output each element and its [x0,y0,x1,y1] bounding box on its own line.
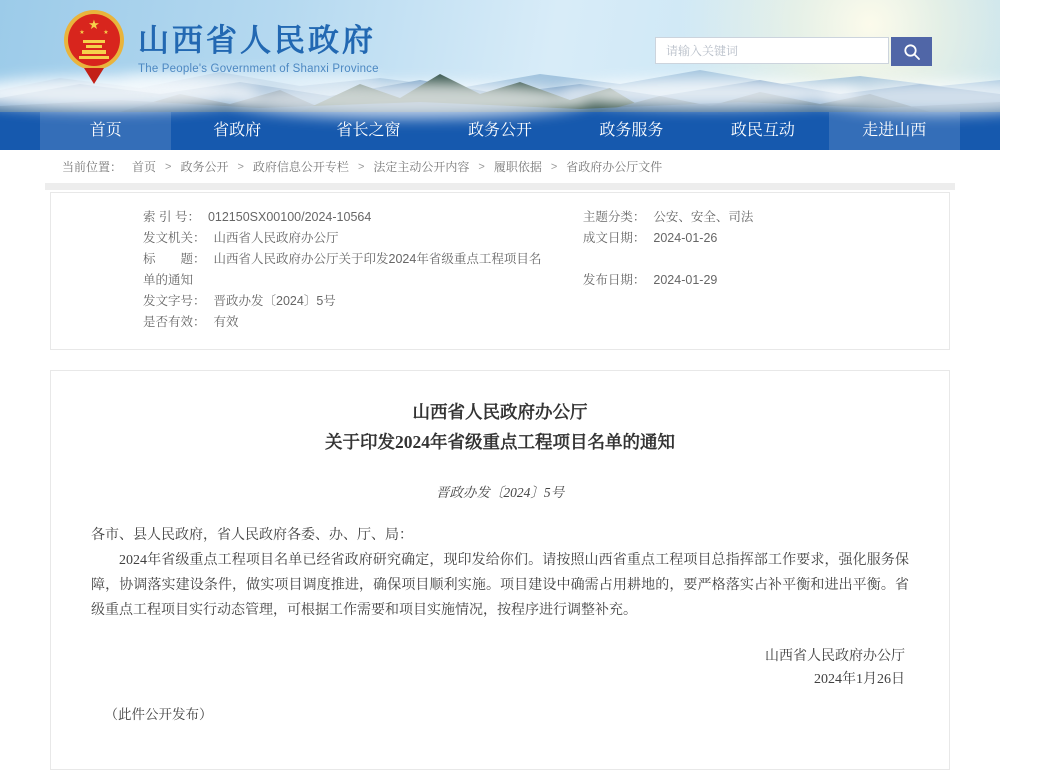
cloud-mist [560,78,860,108]
site-subtitle: The People's Government of Shanxi Province [138,63,379,75]
nav-item-interaction[interactable]: 政民互动 [730,122,795,139]
document-title-line2: 关于印发2024年省级重点工程项目名单的通知 [325,432,675,452]
breadcrumb-separator: > [237,160,244,173]
national-emblem-icon [62,8,126,84]
document-metadata [50,192,950,350]
breadcrumb-item-disclosure[interactable]: 政务公开 [180,160,229,174]
document-title-line1: 山西省人民政府办公厅 [412,402,588,422]
document-reference-number: 晋政办发〔2024〕5号 [435,485,565,500]
meta-title: 标 题： 山西省人民政府办公厅关于印发2024年省级重点工程项目名单的通知 [143,252,542,287]
nav-item-gov-disclosure[interactable]: 政务公开 [467,122,532,139]
meta-spacer [583,249,949,270]
meta-document-number: 发文字号： 晋政办发〔2024〕5号 [143,294,336,308]
breadcrumb-separator: > [478,160,485,173]
nav-item-governor-window[interactable]: 省长之窗 [336,122,401,139]
search-button[interactable] [891,37,932,66]
breadcrumb-item-info-column[interactable]: 政府信息公开专栏 [252,160,349,174]
search-input[interactable] [655,37,889,64]
document-paragraph: 2024年省级重点工程项目名单已经省政府研究确定，现印发给你们。请按照山西省重点工程项目总指挥部工作要求，强化服务保障，协调落实建设条件，做实项目调度推进，确保项目顺利实施。项目建设中确需占用耕地的，要严格落实占补平衡和进出平衡。省级重点工程项目实行动态管理，可根据工作需要和项目实施情况，按程序进行调整补充。 [91,553,909,618]
site-title: 山西省人民政府 [138,23,376,58]
main-nav [0,112,1000,150]
search-bar [655,37,932,66]
meta-index-number: 索 引 号： 012150SX00100/2024-10564 [143,210,372,224]
nav-item-discover-shanxi[interactable]: 走进山西 [829,112,960,150]
breadcrumb-separator: > [550,160,558,173]
meta-publish-date: 发布日期： 2024-01-29 [582,273,718,287]
svg-text:★: ★ [79,30,85,36]
breadcrumb-item-office-documents[interactable]: 省政府办公厅文件 [566,160,663,174]
search-icon [903,43,921,61]
document-signature: 山西省人民政府办公厅 [765,649,905,664]
document-content [50,370,950,770]
nav-item-provincial-government[interactable]: 省政府 [213,122,262,139]
document-salutation: 各市、县人民政府，省人民政府各委、办、厅、局： [91,528,413,543]
meta-issuing-agency: 发文机关： 山西省人民政府办公厅 [143,231,339,245]
breadcrumb-separator: > [165,160,172,173]
breadcrumb-item-statutory-content[interactable]: 法定主动公开内容 [373,160,470,174]
breadcrumb-item-home[interactable]: 首页 [132,160,157,174]
meta-validity: 是否有效： 有效 [143,315,239,329]
svg-text:★: ★ [88,17,100,32]
breadcrumb-label: 当前位置： [62,160,123,174]
document-date: 2024年1月26日 [814,672,905,687]
nav-item-home[interactable]: 首页 [40,112,171,150]
site-logo-link[interactable] [62,8,379,84]
breadcrumb-separator: > [357,160,365,173]
breadcrumb [0,150,1000,183]
svg-text:★: ★ [103,30,109,36]
meta-topic-category: 主题分类： 公安、安全、司法 [582,210,754,224]
header-banner [0,0,1000,112]
document-footnote: （此件公开发布） [104,707,213,722]
cloud-mist [820,80,1060,114]
nav-item-gov-services[interactable]: 政务服务 [599,122,664,139]
meta-written-date: 成文日期： 2024-01-26 [582,231,718,245]
section-divider [45,183,955,190]
breadcrumb-item-duty-basis[interactable]: 履职依据 [493,160,542,174]
